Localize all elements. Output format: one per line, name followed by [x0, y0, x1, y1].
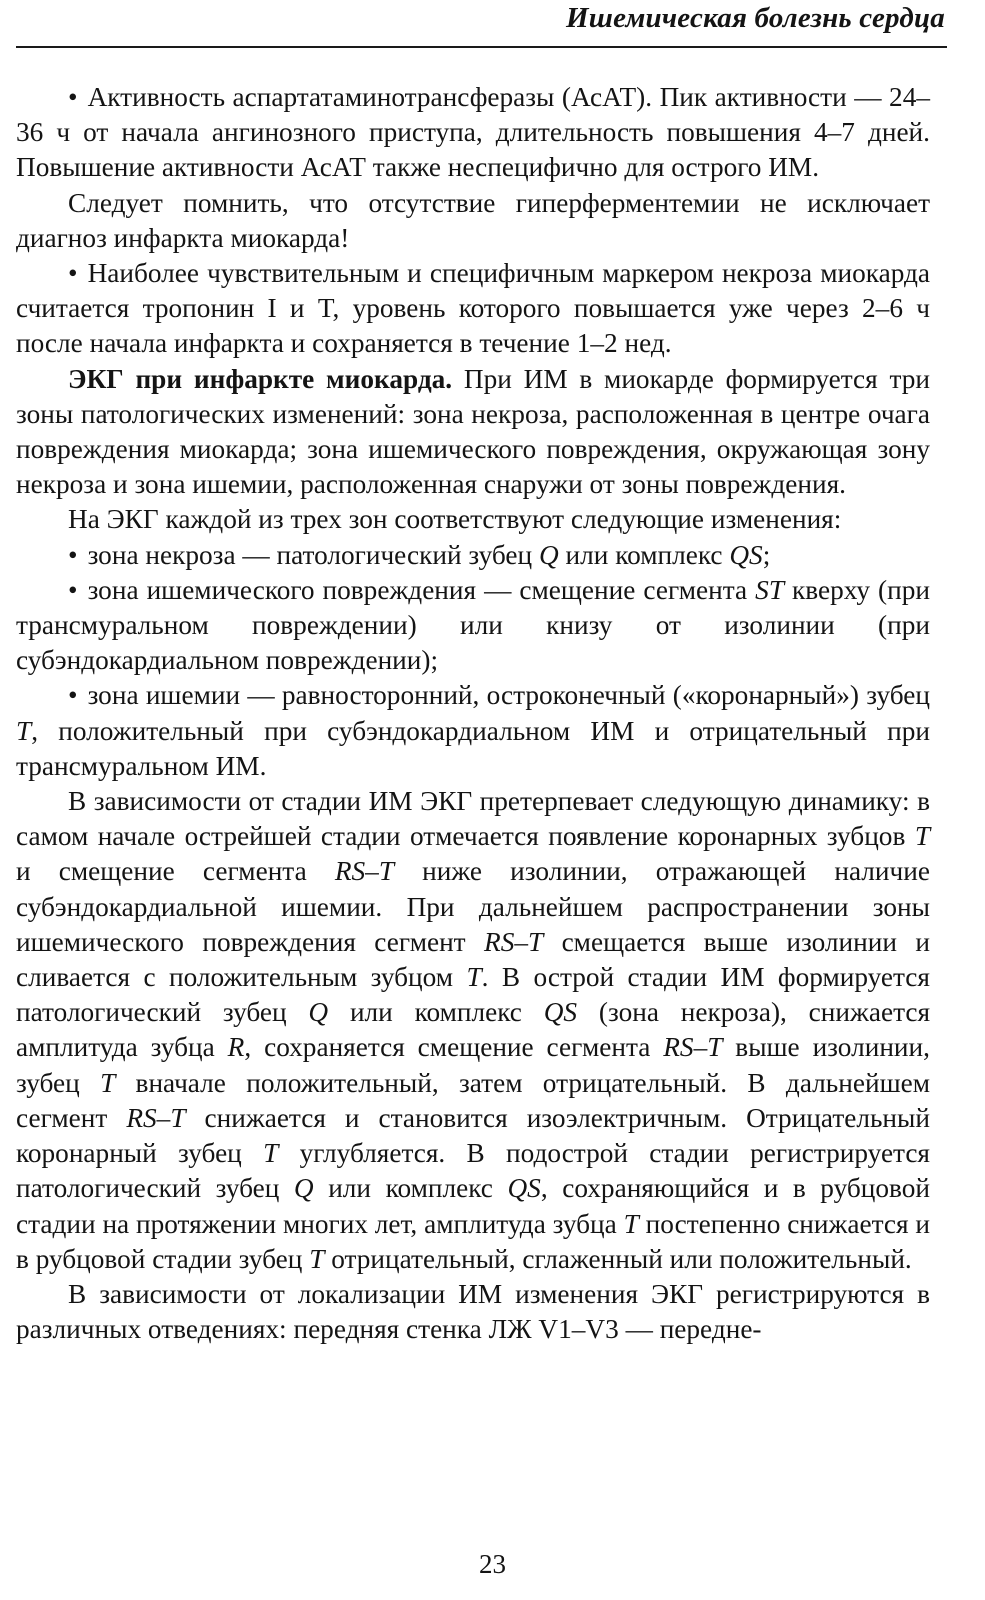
paragraph-text: На ЭКГ каждой из трех зон соответствуют следующие изменения: — [68, 504, 842, 535]
page-number: 23 — [479, 1549, 506, 1579]
ecg-wave-label: RS–T — [334, 856, 395, 887]
ecg-wave-label: T — [100, 1067, 116, 1098]
paragraph-text: В зависимости от локализации ИМ изменения ЭКГ регистрируются в различных отведениях: передняя стенка ЛЖ V1–V3 — передне- — [16, 1278, 930, 1345]
paragraph-troponin — [16, 256, 930, 362]
text-run: ; — [762, 539, 771, 570]
ecg-wave-label: ST — [755, 574, 785, 605]
text-run: смещается выше изолинии и сливается с положительным зубцом — [16, 926, 930, 993]
text-run: , сохраняется смещение сегмента — [244, 1032, 664, 1063]
text-run: снижается и становится изоэлектричным. Отрицательный коронарный зубец — [16, 1102, 930, 1169]
paragraph-text: При ИМ в миокарде формируется три зоны патологических изменений: зона некроза, расположенная в центре очага повреждения миокарда; зона ишемического повреждения, окружающая зону некроза и зона ишемии, расположенная снаружи от зоны повреждения. — [16, 363, 930, 500]
bullet-marker: • — [68, 539, 78, 570]
text-run: или комплекс — [558, 539, 730, 570]
text-run: (зона некроза), снижается амплитуда зубца — [16, 997, 931, 1063]
text-run: углубляется. В подострой стадии регистрируется патологический зубец — [16, 1138, 930, 1204]
ecg-wave-label: Q — [308, 997, 329, 1028]
text-run: зона ишемии — равносторонний, остроконечный («коронарный») зубец — [87, 680, 930, 711]
bullet-marker: • — [68, 574, 78, 605]
paragraph-text: Следует помнить, что отсутствие гиперферментемии не исключает диагноз инфаркта миокарда! — [16, 187, 930, 253]
ecg-wave-label: T — [914, 821, 930, 852]
paragraph-ast-activity — [16, 80, 930, 186]
text-run: . В острой стадии ИМ формируется патологический зубец — [16, 962, 930, 1028]
text-run: или комплекс — [328, 997, 544, 1028]
ecg-wave-label: QS — [507, 1173, 541, 1204]
paragraph-hyperfermentemia-note — [16, 186, 930, 256]
paragraph-localization — [16, 1277, 930, 1347]
list-item-ischemia-zone — [16, 678, 930, 784]
text-run: постепенно снижается и в рубцовой стадии зубец — [16, 1208, 931, 1274]
ecg-wave-label: RS–T — [663, 1032, 723, 1063]
ecg-wave-label: QS — [543, 997, 578, 1028]
paragraph-text: Активность аспартатаминотрансферазы (АсАТ). Пик активности — 24–36 ч от начала ангинозного приступа, длительность повышения 4–7 дней. Повышение активности АсАТ также неспецифично для острого ИМ. — [16, 82, 930, 183]
text-run: зона ишемического повреждения — смещение сегмента — [87, 574, 756, 605]
text-run: В зависимости от стадии ИМ ЭКГ претерпевает следующую динамику: в самом начале острейшей стадии отмечается появление коронарных зубцов — [16, 786, 930, 852]
ecg-wave-label: T — [623, 1208, 639, 1239]
ecg-wave-label: T — [263, 1138, 279, 1169]
list-item-injury-zone — [16, 573, 930, 679]
text-run: выше изолинии, зубец — [16, 1032, 930, 1098]
text-run: , положительный при субэндокардиальном ИМ и отрицательный при трансмуральном ИМ. — [16, 715, 930, 781]
running-head-title: Ишемическая болезнь сердца — [566, 2, 945, 34]
ecg-wave-label: Q — [538, 539, 559, 570]
text-run: и смещение сегмента — [16, 856, 335, 887]
list-item-necrosis-zone — [16, 538, 930, 573]
ecg-wave-label: RS–T — [126, 1102, 186, 1133]
ecg-wave-label: T — [466, 962, 482, 993]
paragraph-ecg-in-mi — [16, 362, 930, 503]
ecg-wave-label: QS — [729, 539, 763, 570]
paragraph-zones-intro — [16, 502, 930, 537]
bullet-marker: • — [68, 680, 78, 711]
text-run: зона некроза — патологический зубец — [87, 539, 539, 570]
ecg-wave-label: T — [16, 715, 32, 746]
text-run: вначале положительный, затем отрицательный. В дальнейшем сегмент — [16, 1067, 930, 1133]
ecg-wave-label: R — [227, 1032, 245, 1063]
body-text — [16, 80, 930, 1347]
bullet-marker: • — [68, 258, 78, 289]
paragraph-ecg-dynamics — [16, 784, 930, 1277]
text-run: , сохраняющийся и в рубцовой стадии на протяжении многих лет, амплитуда зубца — [16, 1173, 930, 1239]
text-run: кверху (при трансмуральном повреждении) или книзу от изолинии (при субэндокардиальном повреждении); — [16, 574, 931, 676]
text-run: или комплекс — [313, 1173, 508, 1204]
text-run: ниже изолинии, отражающей наличие субэндокардиальной ишемии. При дальнейшем распространении зоны ишемического повреждения сегмент — [16, 856, 930, 957]
ecg-wave-label: T — [309, 1243, 325, 1274]
bullet-marker: • — [68, 82, 78, 112]
ecg-wave-label: RS–T — [484, 926, 544, 957]
paragraph-text: Наиболее чувствительным и специфичным маркером некроза миокарда считается тропонин I и T, уровень которого повышается уже через 2–6 ч после начала инфаркта и сохраняется в течение 1–2 нед. — [16, 258, 930, 359]
ecg-wave-label: Q — [293, 1173, 314, 1204]
section-run-in-heading: ЭКГ при инфаркте миокарда. — [68, 363, 453, 394]
header-rule — [16, 46, 947, 48]
text-run: отрицательный, сглаженный или положительный. — [324, 1243, 912, 1274]
